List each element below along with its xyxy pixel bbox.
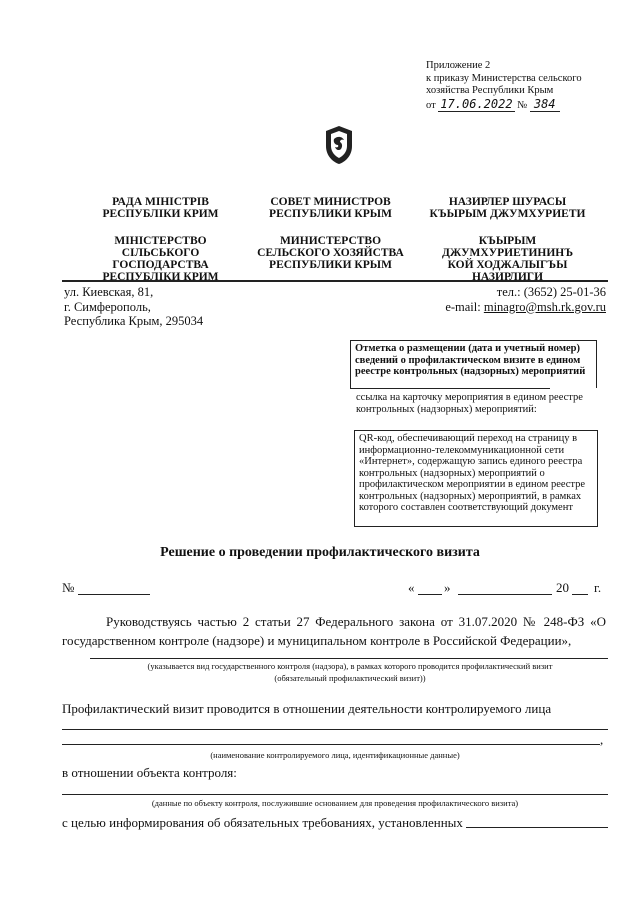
- header-line: КЪЫРЫМ ДЖУМХУРИЕТИ: [429, 208, 586, 220]
- header-col-ukrainian: [73, 196, 248, 283]
- registry-link-label: ссылка на карточку мероприятия в едином реестре контрольных (надзорных) мероприятий:: [356, 392, 583, 415]
- header-line: РАДА МІНІСТРІВ: [112, 196, 209, 208]
- appendix-date-row: [426, 98, 582, 113]
- header-line: НАЗИРЛЕР ШУРАСЫ: [448, 196, 567, 208]
- header-line: РЕСПУБЛІКИ КРИМ: [102, 271, 219, 283]
- number-label: №: [62, 580, 75, 595]
- handwritten-number: 384: [530, 97, 560, 112]
- header-line: МІНІСТЕРСТВО: [114, 235, 207, 247]
- control-object-field[interactable]: [62, 794, 608, 795]
- header-col-russian: [243, 196, 418, 271]
- phone: тел.: (3652) 25-01-36: [496, 285, 606, 299]
- appendix-line1: Приложение 2: [426, 60, 491, 71]
- email-label: e-mail:: [445, 299, 484, 314]
- registry-mark-underline: [350, 388, 550, 389]
- control-type-field[interactable]: [90, 658, 608, 659]
- header-line: СОВЕТ МИНИСТРОВ: [270, 196, 391, 208]
- line-end-comma: ,: [600, 732, 604, 747]
- address-region: Республика Крым, 295034: [64, 314, 204, 328]
- date-open-quote: «: [408, 580, 415, 595]
- address-street: ул. Киевская, 81,: [64, 285, 154, 299]
- purpose-field[interactable]: [466, 827, 608, 828]
- contacts: [445, 285, 606, 314]
- header-line: СІЛЬСЬКОГО: [121, 247, 200, 259]
- crimea-coat-of-arms-icon: [322, 124, 356, 166]
- header-line: ГОСПОДАРСТВА: [112, 259, 209, 271]
- appendix-line2: к приказу Министерства сельского: [426, 72, 582, 84]
- appendix-block: [426, 60, 582, 112]
- caption-control-object: (данные по объекту контроля, послужившие основанием для проведения профилактического визита): [151, 798, 519, 808]
- header-line: СЕЛЬСКОГО ХОЗЯЙСТВА: [257, 247, 404, 259]
- handwritten-date: 17.06.2022: [440, 96, 513, 111]
- header-line: МИНИСТЕРСТВО: [279, 235, 382, 247]
- date-prefix: от: [426, 99, 436, 111]
- year-suffix: г.: [594, 580, 602, 595]
- postal-address: [64, 285, 203, 329]
- email-link[interactable]: minagro@msh.rk.gov.ru: [483, 299, 606, 314]
- qr-code-box: QR-код, обеспечивающий переход на страницу в информационно-телекоммуникационной сети «Интернет», содержащую запись единого реестра контрольных (надзорных) мероприятий о профилактическом мероприятии в едином реестре контрольных (надзорных) мероприятий, в рамках которого составлен соответствующий документ: [354, 430, 598, 527]
- paragraph-controlled-person: Профилактический визит проводится в отношении деятельности контролируемого лица: [62, 701, 552, 716]
- appendix-line3: хозяйства Республики Крым: [426, 85, 554, 96]
- caption-control-type-2: (обязательный профилактический визит)): [274, 673, 426, 683]
- document-title: Решение о проведении профилактического визита: [160, 545, 480, 560]
- month-field[interactable]: [458, 594, 552, 595]
- header-line: РЕСПУБЛИКИ КРЫМ: [269, 208, 392, 220]
- header-col-crimean-tatar: [415, 196, 600, 283]
- header-line: РЕСПУБЛИКИ КРЫМ: [269, 259, 392, 271]
- day-field[interactable]: [418, 594, 442, 595]
- caption-control-type: (указывается вид государственного контроля (надзора), в рамках которого проводится профилактический визит: [147, 661, 553, 671]
- number-prefix: №: [517, 99, 528, 111]
- header-line: ДЖУМХУРИЕТИНИНЪ: [441, 247, 574, 259]
- paragraph-purpose: с целью информирования об обязательных требованиях, установленных: [62, 815, 463, 830]
- year-prefix: 20: [556, 580, 569, 595]
- paragraph-legal-basis: Руководствуясь частью 2 статьи 27 Федерального закона от 31.07.2020 № 248-ФЗ «О государственном контроле (надзоре) и муниципальном контроле в Российской Федерации»,: [62, 614, 606, 648]
- number-field[interactable]: [78, 594, 150, 595]
- date-close-quote: »: [444, 580, 451, 595]
- controlled-person-field-1[interactable]: [62, 729, 608, 730]
- header-rule: [62, 280, 608, 282]
- caption-controlled-person: (наименование контролируемого лица, идентификационные данные): [210, 750, 460, 760]
- registry-mark-box: Отметка о размещении (дата и учетный номер) сведений о профилактическом визите в едином реестре контрольных (надзорных) мероприятий: [350, 340, 597, 388]
- header-line: КОЙ ХОДЖАЛЫГЪЫ: [447, 259, 568, 271]
- paragraph-control-object: в отношении объекта контроля:: [62, 765, 237, 780]
- header-line: НАЗИРЛИГИ: [471, 271, 544, 283]
- header-line: РЕСПУБЛІКИ КРИМ: [102, 208, 219, 220]
- header-line: КЪЫРЫМ: [478, 235, 537, 247]
- year-field[interactable]: [572, 594, 588, 595]
- controlled-person-field-2[interactable]: [62, 744, 600, 745]
- address-city: г. Симферополь,: [64, 299, 151, 314]
